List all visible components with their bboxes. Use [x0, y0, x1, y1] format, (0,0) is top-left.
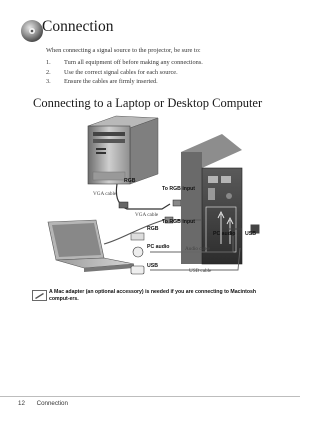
footer-section-title: Connection — [36, 400, 68, 407]
desktop-tower-image — [88, 116, 158, 184]
label-audio-cable: Audio cable — [185, 246, 211, 252]
section-title: Connecting to a Laptop or Desktop Computer — [33, 96, 263, 110]
label-pc-audio-laptop: PC audio — [147, 244, 170, 250]
vga-cable-laptop — [104, 220, 164, 244]
step-text: Turn all equipment off before making any connections. — [64, 59, 203, 66]
label-usb-projector: USB — [245, 231, 256, 237]
page-footer — [18, 400, 68, 407]
list-item — [46, 69, 203, 79]
rgb-port-icon — [131, 233, 144, 240]
vga-connector-icon — [173, 200, 181, 206]
step-number: 1. — [46, 59, 51, 66]
usb-port-icon — [131, 266, 144, 274]
label-usb-cable: USB cable — [189, 268, 212, 274]
label-vga-cable-desktop: VGA cable — [93, 191, 117, 197]
label-vga-cable-laptop: VGA cable — [135, 212, 159, 218]
label-rgb-laptop: RGB — [147, 226, 159, 232]
connection-diagram — [0, 112, 300, 292]
label-to-rgb-input-laptop: To RGB input — [162, 219, 196, 225]
intro-text: When connecting a signal source to the projector, be sure to: — [46, 47, 201, 54]
label-to-rgb-input-desktop: To RGB input — [162, 186, 196, 192]
step-number: 3. — [46, 78, 51, 85]
label-pc-audio-projector: PC audio — [213, 231, 236, 237]
laptop-image — [48, 220, 134, 272]
pc-audio-port-icon — [133, 247, 143, 257]
footer-rule — [0, 396, 300, 397]
vga-connector-icon — [119, 202, 128, 208]
list-item — [46, 78, 203, 88]
label-usb-laptop: USB — [147, 263, 158, 269]
page-title: Connection — [42, 18, 114, 35]
note-icon — [32, 290, 47, 301]
list-item — [46, 59, 203, 69]
step-text: Use the correct signal cables for each source. — [64, 68, 178, 76]
label-rgb-desktop: RGB — [124, 178, 136, 184]
steps-list — [46, 59, 203, 88]
step-text: Ensure the cables are firmly inserted. — [64, 78, 158, 85]
mac-adapter-note: A Mac adapter (an optional accessory) is needed if you are connecting to Macintosh comput-ers. — [49, 289, 257, 302]
step-number: 2. — [46, 68, 51, 76]
page-number: 12 — [18, 400, 25, 407]
